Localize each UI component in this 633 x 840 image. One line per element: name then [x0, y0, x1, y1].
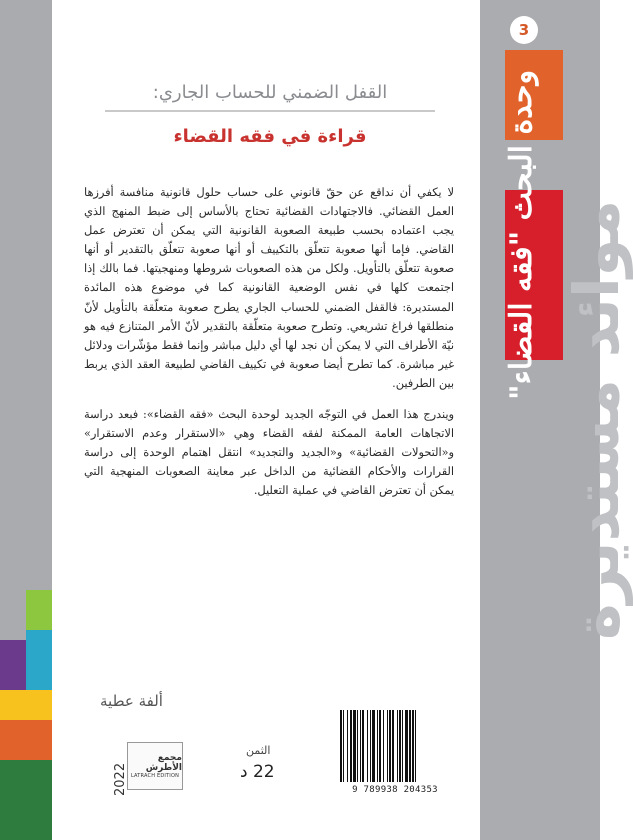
barcode-bar [372, 710, 375, 782]
barcode-bar [367, 710, 368, 782]
barcode-bar [415, 710, 416, 782]
barcode-graphic [330, 706, 460, 784]
barcode-bar [357, 710, 358, 782]
publisher-subtitle: LATRACH EDITION [130, 773, 180, 779]
barcode-bar [347, 710, 348, 782]
book-supertitle: القفل الضمني للحساب الجاري: [152, 82, 388, 103]
series-title: وحدة البحث "فقه القضاء" [504, 70, 539, 400]
publication-year: 2022 [113, 762, 128, 796]
barcode-bar [343, 710, 344, 782]
stripe-block [0, 720, 52, 760]
isbn-number: 9 789938 204353 [352, 785, 438, 795]
blurb-paragraph: لا يكفي أن نداقع عن حقّ قانوني على حساب حلول قانونية منافسة أفرزها العمل القضائي. فالاجتهادات القضائية تحتاج بالأساس إلى ضبط المنهج الذي يجب اعتماده بحسب طبيعة الصعوبة القانونية التي يمكن أن تعترض عمل القاضي. فإما أنها صعوبة تتعلّق بالتكييف أو أنها صعوبة تتعلّق بالتقدير أو أنها صعوبة تتعلّق بالتأويل. ولكل من هذه الصعوبات شروطها ومنهجيتها. فما بالك إذا اجتمعت كلها في نفس الوضعية القانونية كما في موضوع هذه المائدة المستديرة: فالقفل الضمني للحساب الجاري يطرح صعوبة متعلّقة بالتأويل لأنّ منطلقها فراغ تشريعي. وتطرح صعوبة متعلّقة بالتقدير لأنّ الأمر المتنازع فيه هو نيّة الأطراف التي لا يمكن أن نجد لها أي دليل مباشر وإنما فقط مؤشّرات ودلائل غير مباشرة. كما تطرح أيضا صعوبة في تكييف القاضي لطبيعة العقد الذي يربط بين الطرفين. [84, 186, 454, 390]
barcode-bar [392, 710, 394, 782]
book-header [70, 82, 470, 147]
stripe-block [0, 640, 26, 690]
barcode-bar [377, 710, 378, 782]
barcode-bar [340, 710, 342, 782]
barcode-bar [389, 710, 391, 782]
barcode-bar [362, 710, 364, 782]
barcode-bar [399, 710, 401, 782]
stripe-block [0, 690, 52, 720]
left-color-stripe [0, 0, 52, 840]
barcode-bar [397, 710, 398, 782]
barcode-bar [383, 710, 384, 782]
title-divider [105, 110, 435, 112]
book-title: قراءة في فقه القضاء [173, 126, 367, 147]
barcode-bar [353, 710, 356, 782]
publisher-logo [127, 742, 183, 790]
blurb-paragraph: ويندرج هذا العمل في التوجّه الجديد لوحدة البحث «فقه القضاء»: فبعد دراسة الاتجاهات العامة الممكنة لفقه القضاء وهي «الاستقرار وعدم الاستقرار» و«التحولات القضائية» و«الجديد والتجديد» انتقل اهتمام الوحدة إلى دراسة القرارات والأحكام القضائية من الداخل عبر معاينة الصعوبات المنهجية التي يمكن أن تعترض القاضي في عملية التعليل. [84, 408, 454, 498]
stripe-block [26, 630, 52, 690]
price-label: الثمن [246, 744, 271, 757]
barcode-bar [409, 710, 411, 782]
blurb-text [84, 183, 454, 501]
author-name: ألفة عطية [100, 692, 163, 710]
barcode-bar [412, 710, 414, 782]
stripe-block [0, 760, 52, 840]
volume-number-badge: 3 [510, 16, 538, 44]
barcode-bar [379, 710, 381, 782]
barcode-bar [405, 710, 408, 782]
publisher-name: مجمع الأطرش [145, 753, 182, 773]
series-ghost-text: موائد مستديرة [560, 199, 633, 640]
stripe-block [26, 590, 52, 630]
barcode-bar [387, 710, 388, 782]
barcode-bar [370, 710, 371, 782]
barcode-bar [360, 710, 361, 782]
barcode-bar [350, 710, 352, 782]
barcode-bar [402, 710, 403, 782]
price-value: 22 د [240, 762, 275, 782]
